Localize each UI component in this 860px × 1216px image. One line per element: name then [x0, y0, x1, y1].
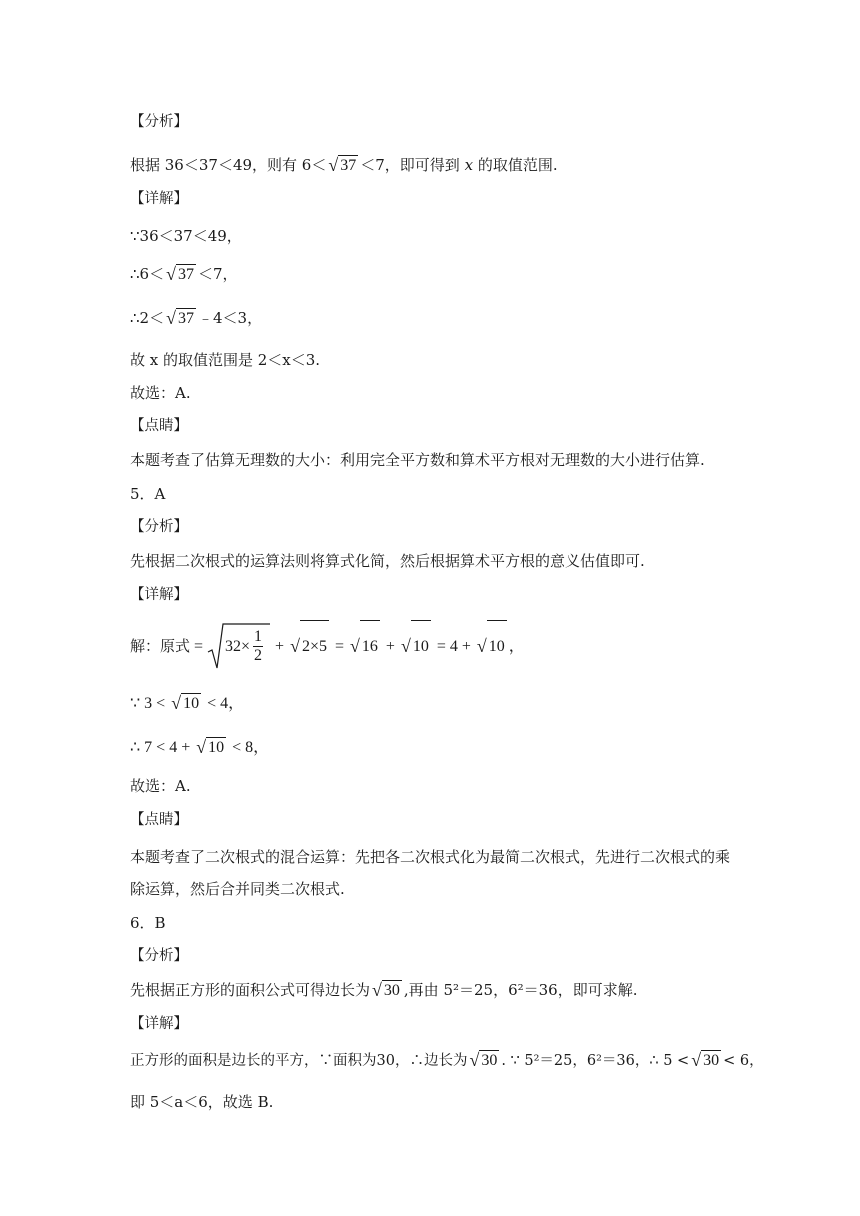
comment-text-1: 本题考查了二次根式的混合运算：先把各二次根式化为最简二次根式，先进行二次根式的乘 [130, 848, 731, 866]
detail-line-5: 故选：A. [130, 384, 191, 402]
detail-line-2-post: ＜7， [197, 265, 238, 283]
comma: ， [508, 638, 525, 655]
comment-heading: 【点睛】 [130, 418, 188, 434]
sqrt-10: √ 10 [477, 620, 507, 673]
plus-sign: + [275, 638, 285, 655]
detail-line-mid: . ∵ 5²＝25，6²＝36，∴ 5 < [501, 1053, 690, 1069]
analysis-heading: 【分析】 [130, 948, 188, 964]
choice-line: 故选：A. [130, 777, 191, 795]
equals-sign: = [194, 638, 204, 655]
sqrt-30: √ 30 [372, 980, 400, 1000]
detail-line [130, 1050, 764, 1071]
detail-line-1: ∵36＜37＜49， [130, 227, 242, 245]
sqrt-16: √ 16 [350, 620, 380, 673]
comment-text: 本题考查了估算无理数的大小：利用完全平方数和算术平方根对无理数的大小进行估算. [130, 451, 705, 469]
sqrt-37: √ 37 [328, 155, 357, 175]
detail-line-2 [130, 264, 238, 285]
comment-text-2: 除运算，然后合并同类二次根式. [130, 880, 345, 898]
sqrt-37: √ 37 [166, 308, 194, 328]
inequality-post: < 8， [232, 739, 270, 756]
analysis-text-pre: 先根据正方形的面积公式可得边长为 [130, 981, 371, 999]
solution-label: 解：原式 [130, 637, 191, 655]
sqrt-10: √ 10 [401, 620, 431, 673]
detail-line-pre: 正方形的面积是边长的平方，∵面积为30，∴边长为 [130, 1053, 468, 1069]
inequality-line-1 [130, 693, 244, 714]
inequality-post: < 4， [207, 695, 245, 712]
sqrt-10: √ 10 [196, 737, 225, 757]
sqrt-30: √ 30 [691, 1050, 720, 1070]
sqrt-30: √ 30 [469, 1050, 498, 1070]
detail-line-2-pre: ∴6＜ [130, 265, 165, 283]
analysis-text [130, 980, 638, 1001]
conclusion-line: 即 5＜a＜6，故选 B. [130, 1093, 274, 1111]
analysis-text [130, 155, 558, 176]
equals-sign: = [335, 638, 345, 655]
analysis-text-post: 的取值范围. [477, 156, 558, 174]
detail-heading: 【详解】 [130, 587, 188, 603]
sqrt-37: √ 37 [166, 264, 194, 284]
comment-heading: 【点睛】 [130, 812, 188, 828]
detail-line-3-pre: ∴2＜ [130, 309, 165, 327]
inequality-line-2 [130, 737, 269, 758]
equals-four-plus: = 4 + [436, 638, 471, 655]
detail-heading: 【详解】 [130, 1016, 188, 1032]
analysis-text-mid: ＜7，即可得到 [360, 156, 460, 174]
detail-heading: 【详解】 [130, 191, 188, 207]
variable-x: x [464, 156, 474, 174]
answer-5: 5．A [130, 485, 166, 503]
inequality-pre: ∴ 7 < 4 + [130, 739, 191, 756]
detail-line-post: < 6， [723, 1053, 764, 1069]
detail-line-4: 故 x 的取值范围是 2＜x＜3. [130, 351, 321, 369]
fraction-one-half: $\frac{1}{2}$ [254, 628, 263, 665]
sqrt-10: √ 10 [171, 693, 200, 713]
analysis-heading: 【分析】 [130, 519, 188, 535]
inequality-pre: ∵ 3 < [130, 695, 166, 712]
equation-line [130, 620, 525, 672]
detail-line-3 [130, 308, 262, 329]
plus-sign: + [385, 638, 395, 655]
analysis-text-pre: 根据 36＜37＜49，则有 6＜ [130, 156, 327, 174]
sqrt-32-times-half: 32× $\frac{1}{2}$ [207, 622, 271, 672]
analysis-text: 先根据二次根式的运算法则将算式化简，然后根据算术平方根的意义估值即可. [130, 552, 645, 570]
analysis-heading: 【分析】 [130, 114, 188, 130]
sqrt-2-times-5: √ 2×5 [290, 620, 329, 673]
answer-6: 6．B [130, 914, 166, 932]
detail-line-3-post: ﹣4＜3， [197, 309, 263, 327]
analysis-text-post: ,再由 5²＝25，6²＝36，即可求解. [403, 981, 638, 999]
